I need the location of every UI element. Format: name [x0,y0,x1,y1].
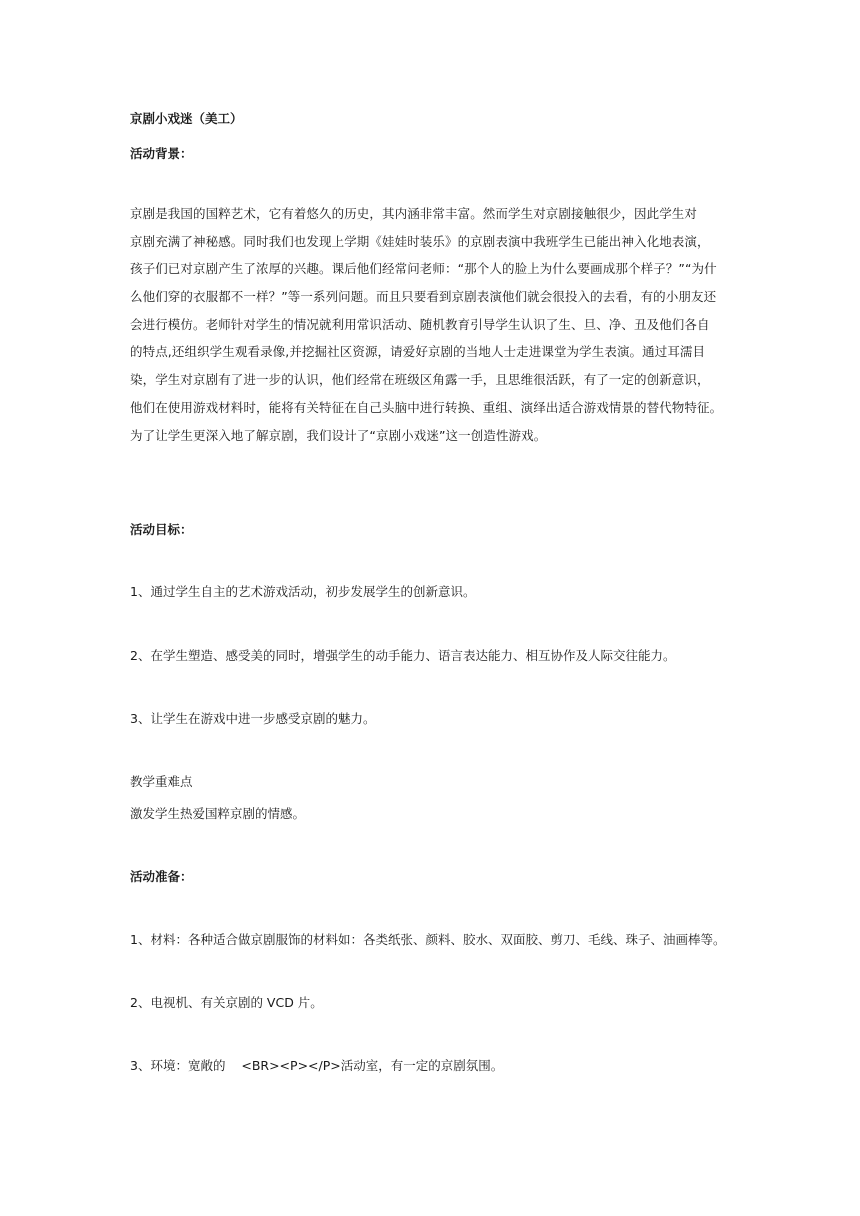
background-line: 的特点,还组织学生观看录像,并挖掘社区资源，请爱好京剧的当地人士走进课堂为学生表演。通过耳濡目 [130,344,706,360]
background-line: 么他们穿的衣服都不一样？”等一系列问题。而且只要看到京剧表演他们就会很投入的去看，有的小朋友还 [130,289,717,305]
background-line: 京剧充满了神秘感。同时我们也发现上学期《娃娃时装乐》的京剧表演中我班学生已能出神入化地表演， [130,233,710,249]
key-point-text: 激发学生热爱国粹京剧的情感。 [130,806,306,821]
background-line: 染，学生对京剧有了进一步的认识，他们经常在班级区角露一手，且思维很活跃，有了一定的创新意识， [130,372,710,388]
document-title: 京剧小戏迷（美工） [130,111,243,126]
goal-item: 2、在学生塑造、感受美的同时，增强学生的动手能力、语言表达能力、相互协作及人际交往能力。 [130,648,676,663]
background-line: 为了让学生更深入地了解京剧，我们设计了“京剧小戏迷”这一创造性游戏。 [130,427,547,443]
goal-item: 3、让学生在游戏中进一步感受京剧的魅力。 [130,711,376,726]
background-line: 他们在使用游戏材料时，能将有关特征在自己头脑中进行转换、重组、演绎出适合游戏情景的替代物特征。 [130,399,723,415]
background-paragraph [130,206,735,455]
prep-item: 1、材料：各种适合做京剧服饰的材料如：各类纸张、颜料、胶水、双面胶、剪刀、毛线、珠子、油画棒等。 [130,932,726,947]
goal-item: 1、通过学生自主的艺术游戏活动，初步发展学生的创新意识。 [130,584,476,599]
background-heading: 活动背景： [130,146,193,161]
goals-heading: 活动目标： [130,522,193,537]
prep-item: 3、环境：宽敞的 <BR><P></P>活动室，有一定的京剧氛围。 [130,1058,504,1073]
background-line: 京剧是我国的国粹艺术，它有着悠久的历史，其内涵非常丰富。然而学生对京剧接触很少，因此学生对 [130,206,698,221]
key-point-heading: 教学重难点 [130,774,193,789]
prep-heading: 活动准备： [130,869,193,884]
prep-item: 2、电视机、有关京剧的 VCD 片。 [130,995,323,1010]
background-line: 会进行模仿。老师针对学生的情况就利用常识活动、随机教育引导学生认识了生、旦、净、丑及他们各自 [130,316,710,332]
background-line: 孩子们已对京剧产生了浓厚的兴趣。课后他们经常问老师：“那个人的脸上为什么要画成那个样子？”“为什 [130,261,717,277]
